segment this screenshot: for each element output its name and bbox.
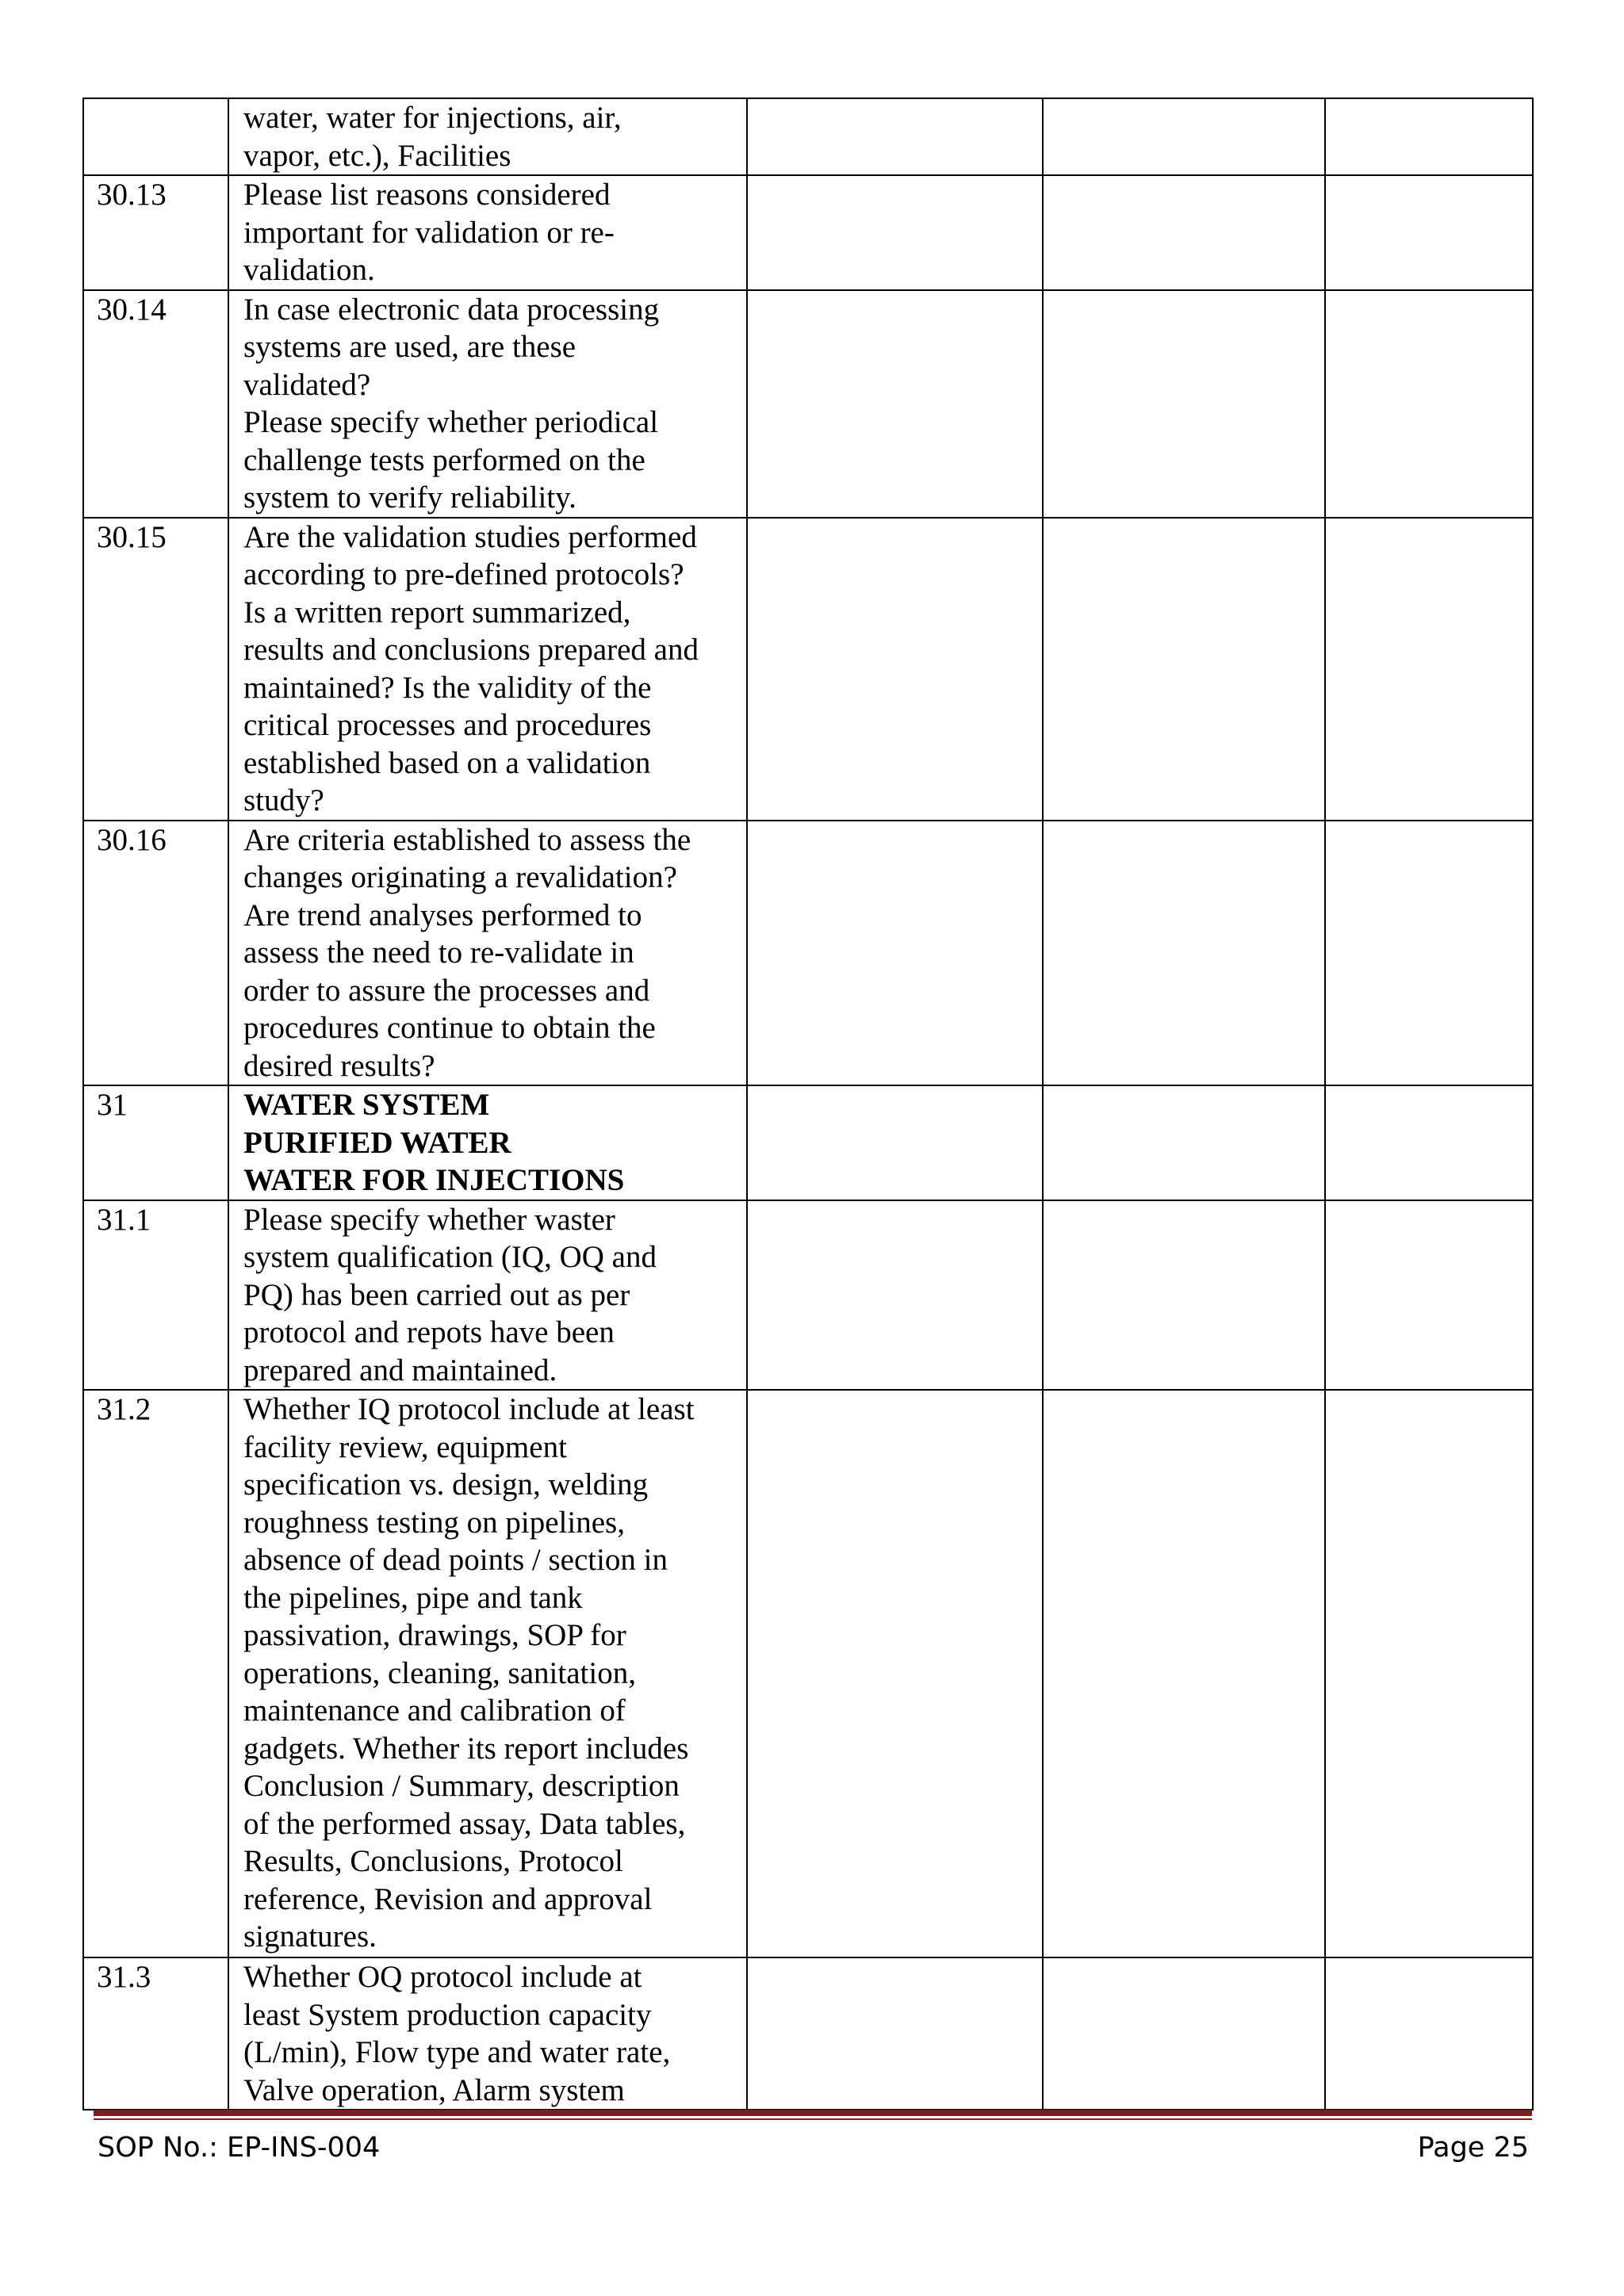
table-row <box>83 290 1533 518</box>
table-row <box>83 1200 1533 1391</box>
response-cell <box>747 290 1043 518</box>
text-line: Please specify whether waster <box>243 1202 615 1237</box>
text-line: system to verify reliability. <box>243 480 576 515</box>
score-cell <box>1325 1085 1533 1200</box>
remarks-cell <box>1043 1390 1325 1957</box>
text-line: signatures. <box>243 1919 377 1954</box>
text-line: system qualification (IQ, OQ and <box>243 1240 657 1274</box>
item-number: 31.2 <box>83 1390 228 1957</box>
text-line: validation. <box>243 253 375 287</box>
remarks-cell <box>1043 98 1325 175</box>
text-line: challenge tests performed on the <box>243 442 645 477</box>
remarks-cell <box>1043 175 1325 290</box>
text-line: according to pre-defined protocols? <box>243 557 684 591</box>
item-number <box>83 98 228 175</box>
item-number: 30.15 <box>83 518 228 821</box>
table-row <box>83 1957 1533 2110</box>
remarks-cell <box>1043 1200 1325 1391</box>
response-cell <box>747 1200 1043 1391</box>
item-number: 30.16 <box>83 821 228 1086</box>
score-cell <box>1325 98 1533 175</box>
text-line: vapor, etc.), Facilities <box>243 138 511 173</box>
item-number: 30.14 <box>83 290 228 518</box>
text-line: Whether IQ protocol include at least <box>243 1392 695 1426</box>
score-cell <box>1325 518 1533 821</box>
text-line: protocol and repots have been <box>243 1315 615 1349</box>
remarks-cell <box>1043 518 1325 821</box>
text-line: established based on a validation <box>243 745 651 780</box>
text-line: the pipelines, pipe and tank <box>243 1580 583 1615</box>
text-line: roughness testing on pipelines, <box>243 1505 625 1540</box>
score-cell <box>1325 175 1533 290</box>
response-cell <box>747 518 1043 821</box>
text-line: study? <box>243 783 324 817</box>
table-row <box>83 1390 1533 1957</box>
item-number: 30.13 <box>83 175 228 290</box>
text-line: maintenance and calibration of <box>243 1693 626 1728</box>
question-text <box>228 1200 747 1391</box>
checklist-body <box>83 98 1533 2110</box>
table-row <box>83 98 1533 175</box>
remarks-cell <box>1043 290 1325 518</box>
table-row <box>83 175 1533 290</box>
text-line: Conclusion / Summary, description <box>243 1769 680 1803</box>
text-line: operations, cleaning, sanitation, <box>243 1655 636 1690</box>
text-line: facility review, equipment <box>243 1429 567 1464</box>
text-line: critical processes and procedures <box>243 708 652 742</box>
text-line: Are the validation studies performed <box>243 519 697 554</box>
footer-rule <box>94 2110 1532 2116</box>
text-line: Are trend analyses performed to <box>243 897 642 932</box>
table-row <box>83 1085 1533 1200</box>
response-cell <box>747 1085 1043 1200</box>
text-line: order to assure the processes and <box>243 973 650 1008</box>
response-cell <box>747 1390 1043 1957</box>
score-cell <box>1325 1200 1533 1391</box>
response-cell <box>747 821 1043 1086</box>
text-line: of the performed assay, Data tables, <box>243 1806 686 1841</box>
remarks-cell <box>1043 1957 1325 2110</box>
question-text <box>228 98 747 175</box>
score-cell <box>1325 290 1533 518</box>
text-line: changes originating a revalidation? <box>243 860 677 894</box>
item-number: 31 <box>83 1085 228 1200</box>
text-line: WATER SYSTEM <box>243 1088 490 1122</box>
text-line: prepared and maintained. <box>243 1353 557 1387</box>
text-line: assess the need to re-validate in <box>243 936 634 970</box>
text-line: results and conclusions prepared and <box>243 633 699 667</box>
response-cell <box>747 175 1043 290</box>
score-cell <box>1325 1957 1533 2110</box>
text-line: Are criteria established to assess the <box>243 822 691 857</box>
text-line: passivation, drawings, SOP for <box>243 1618 626 1652</box>
text-line: Results, Conclusions, Protocol <box>243 1844 623 1878</box>
score-cell <box>1325 821 1533 1086</box>
text-line: In case electronic data processing <box>243 292 660 327</box>
text-line: procedures continue to obtain the <box>243 1011 656 1045</box>
text-line: Is a written report summarized, <box>243 595 631 629</box>
question-text <box>228 175 747 290</box>
item-number: 31.1 <box>83 1200 228 1391</box>
text-line: systems are used, are these <box>243 330 576 364</box>
checklist-table <box>82 98 1534 2110</box>
table-row <box>83 518 1533 821</box>
text-line: (L/min), Flow type and water rate, <box>243 2035 671 2069</box>
text-line: PQ) has been carried out as per <box>243 1277 630 1312</box>
text-line: least System production capacity <box>243 1997 652 2032</box>
text-line: important for validation or re- <box>243 215 615 250</box>
question-text <box>228 1390 747 1957</box>
item-number: 31.3 <box>83 1957 228 2110</box>
section-heading <box>228 1085 747 1200</box>
page-number: Page 25 <box>1417 2132 1529 2164</box>
text-line: Please list reasons considered <box>243 178 611 212</box>
footer-rule-thin <box>94 2118 1532 2120</box>
remarks-cell <box>1043 1085 1325 1200</box>
text-line: desired results? <box>243 1048 435 1083</box>
text-line: Valve operation, Alarm system <box>243 2072 625 2107</box>
text-line: absence of dead points / section in <box>243 1543 668 1577</box>
remarks-cell <box>1043 821 1325 1086</box>
text-line: specification vs. design, welding <box>243 1468 649 1502</box>
text-line: maintained? Is the validity of the <box>243 670 652 705</box>
question-text <box>228 518 747 821</box>
text-line: WATER FOR INJECTIONS <box>243 1163 625 1197</box>
text-line: Whether OQ protocol include at <box>243 1960 642 1994</box>
question-text <box>228 290 747 518</box>
score-cell <box>1325 1390 1533 1957</box>
question-text <box>228 1957 747 2110</box>
text-line: reference, Revision and approval <box>243 1881 653 1916</box>
response-cell <box>747 98 1043 175</box>
sop-number: SOP No.: EP-INS-004 <box>98 2132 381 2164</box>
text-line: water, water for injections, air, <box>243 101 622 135</box>
table-row <box>83 821 1533 1086</box>
response-cell <box>747 1957 1043 2110</box>
text-line: Please specify whether periodical <box>243 405 659 439</box>
text-line: PURIFIED WATER <box>243 1125 511 1160</box>
text-line: validated? <box>243 367 371 402</box>
question-text <box>228 821 747 1086</box>
text-line: gadgets. Whether its report includes <box>243 1731 689 1766</box>
